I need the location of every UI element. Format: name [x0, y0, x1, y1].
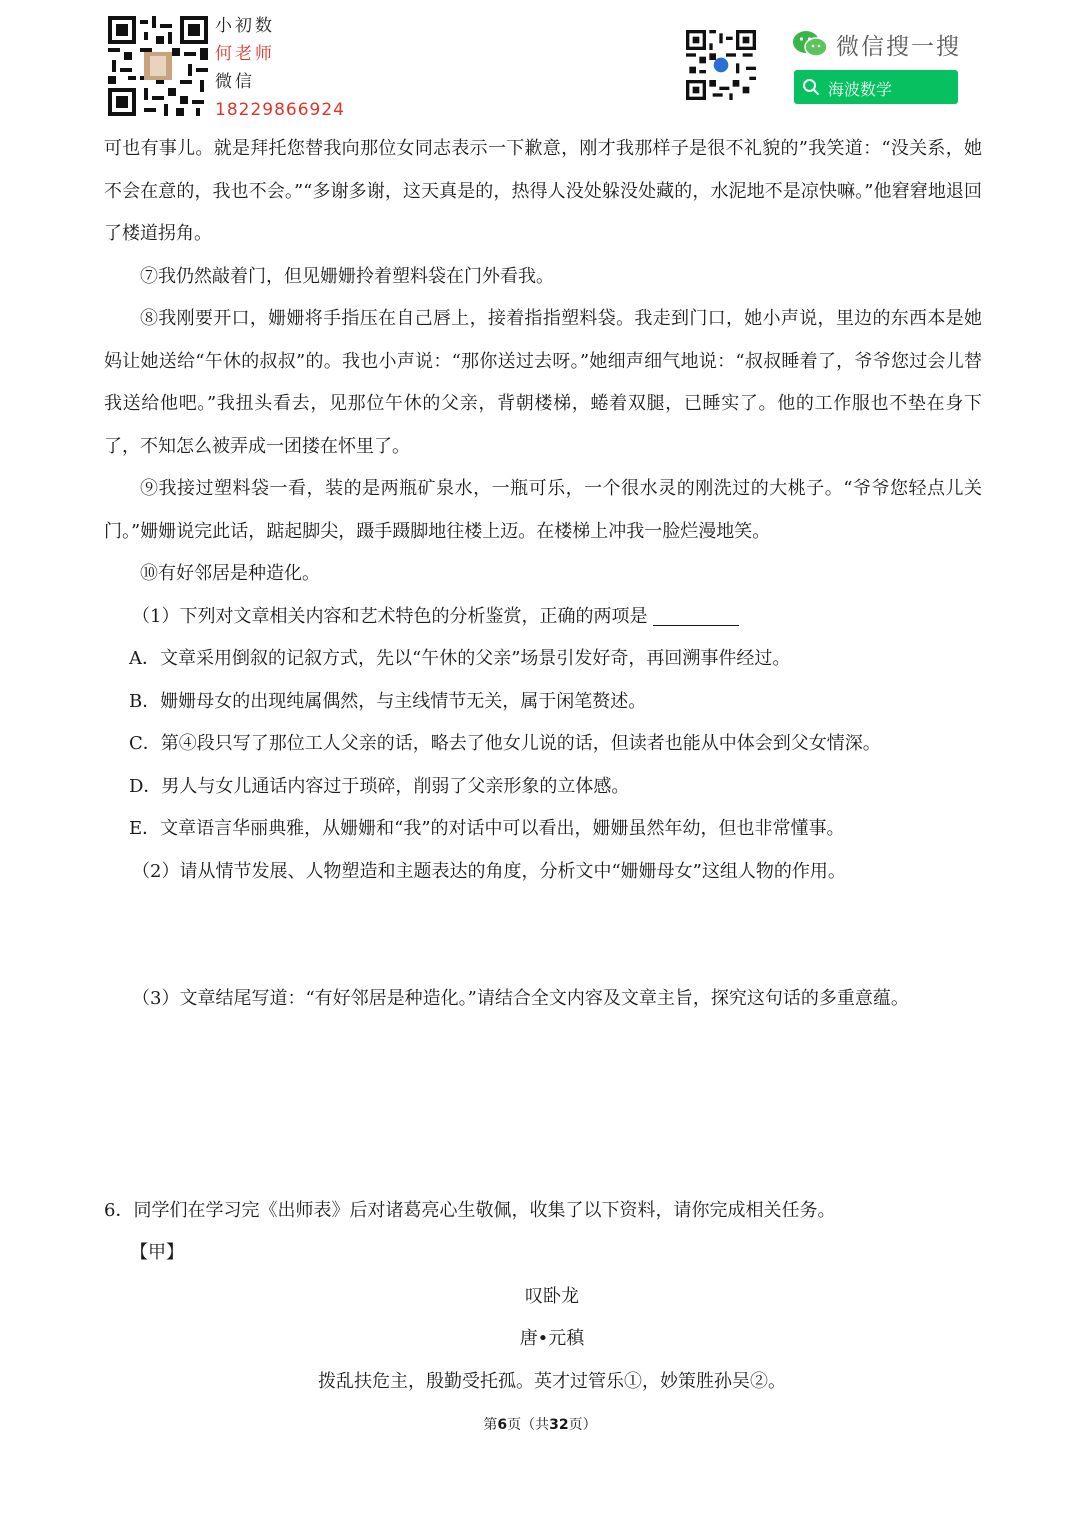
option-a: A．文章采用倒叙的记叙方式，先以“午休的父亲”场景引发好奇，再回溯事件经过。: [129, 648, 791, 669]
contact-line-3: 微信: [215, 72, 255, 92]
poem-title: 叹卧龙: [525, 1286, 579, 1307]
paragraph-8: ⑧我刚要开口，姗姗将手指压在自己唇上，接着指指塑料袋。我走到门口，她小声说，里边的东西本是她妈让她送给“午休的叔叔”的。我也小声说：“那你送过去呀。”她细声细气地说：“叔叔睡着了，爷爷您过会儿替我送给他吧。”我扭头看去，见那位午休的父亲，背朝楼梯，蜷着双腿，已睡实了。他的工作服也不垫在身下了，不知怎么被弄成一团搂在怀里了。: [104, 308, 982, 457]
article-content: [104, 128, 982, 1021]
question-6-stem: 6．同学们在学习完《出师表》后对诸葛亮心生敬佩，收集了以下资料，请你完成相关任务。: [104, 1200, 836, 1221]
answer-space-2: [104, 893, 982, 978]
search-icon: [802, 78, 820, 96]
poem-line-1: 拨乱扶危主，殷勤受托孤。英才过管乐①，妙策胜孙吴②。: [318, 1371, 786, 1392]
contact-phone: 18229866924: [215, 100, 345, 120]
contact-line-1: 小初数: [215, 16, 275, 36]
page-footer: [0, 1413, 1080, 1437]
section-jia-label: 【甲】: [130, 1242, 184, 1263]
poem-author: 唐•元稹: [519, 1328, 585, 1349]
question-1-text: （1）下列对文章相关内容和艺术特色的分析鉴赏，正确的两项是: [132, 605, 648, 627]
wechat-search-title: 微信搜一搜: [836, 34, 961, 60]
footer-suffix: 页）: [568, 1417, 597, 1433]
question-2: （2）请从情节发展、人物塑造和主题表达的角度，分析文中“姗姗母女”这组人物的作用。: [132, 860, 846, 882]
footer-total-pages: 32: [549, 1417, 569, 1433]
option-d: D．男人与女儿通话内容过于琐碎，削弱了父亲形象的立体感。: [129, 775, 630, 797]
teacher-contact: [215, 12, 345, 124]
contact-line-2: 何老师: [215, 44, 275, 64]
question-1: [104, 596, 982, 639]
wechat-search-box[interactable]: [794, 70, 958, 104]
paragraph-10: ⑩有好邻居是种造化。: [140, 563, 320, 584]
option-b: B．姗姗母女的出现纯属偶然，与主线情节无关，属于闲笔赘述。: [129, 690, 647, 712]
page-header: [0, 0, 1080, 130]
question-3: （3）文章结尾写道：“有好邻居是种造化。”请结合全文内容及文章主旨，探究这句话的多重意蕴。: [132, 988, 909, 1009]
footer-prefix: 第: [483, 1417, 498, 1433]
qr-code-right: [686, 30, 756, 100]
option-e: E．文章语言华丽典雅，从姗姗和“我”的对话中可以看出，姗姗虽然年幼，但也非常懂事。: [129, 818, 845, 839]
option-c: C．第④段只写了那位工人父亲的话，略去了他女儿说的话，但读者也能从中体会到父女情深。: [129, 733, 881, 754]
footer-page-number: 6: [497, 1417, 508, 1433]
answer-blank[interactable]: [653, 607, 739, 626]
paragraph-7: ⑦我仍然敲着门，但见姗姗拎着塑料袋在门外看我。: [140, 265, 554, 287]
paragraph-9: ⑨我接过塑料袋一看，装的是两瓶矿泉水，一瓶可乐，一个很水灵的刚洗过的大桃子。“爷爷您轻点儿关门。”姗姗说完此话，踮起脚尖，蹑手蹑脚地往楼上迈。在楼梯上冲我一脸烂漫地笑。: [104, 478, 982, 542]
search-label: 海波数学: [828, 80, 893, 99]
wechat-logo-icon: [792, 30, 828, 58]
qr-code-left: [108, 16, 208, 116]
paragraph-continued: 可也有事儿。就是拜托您替我向那位女同志表示一下歉意，刚才我那样子是很不礼貌的”我笑道：“没关系，她不会在意的，我也不会。”“多谢多谢，这天真是的，热得人没处躲没处藏的，水泥地不是凉快嘛。”他窘窘地退回了楼道拐角。: [104, 138, 982, 244]
footer-middle: 页（共: [507, 1417, 550, 1433]
